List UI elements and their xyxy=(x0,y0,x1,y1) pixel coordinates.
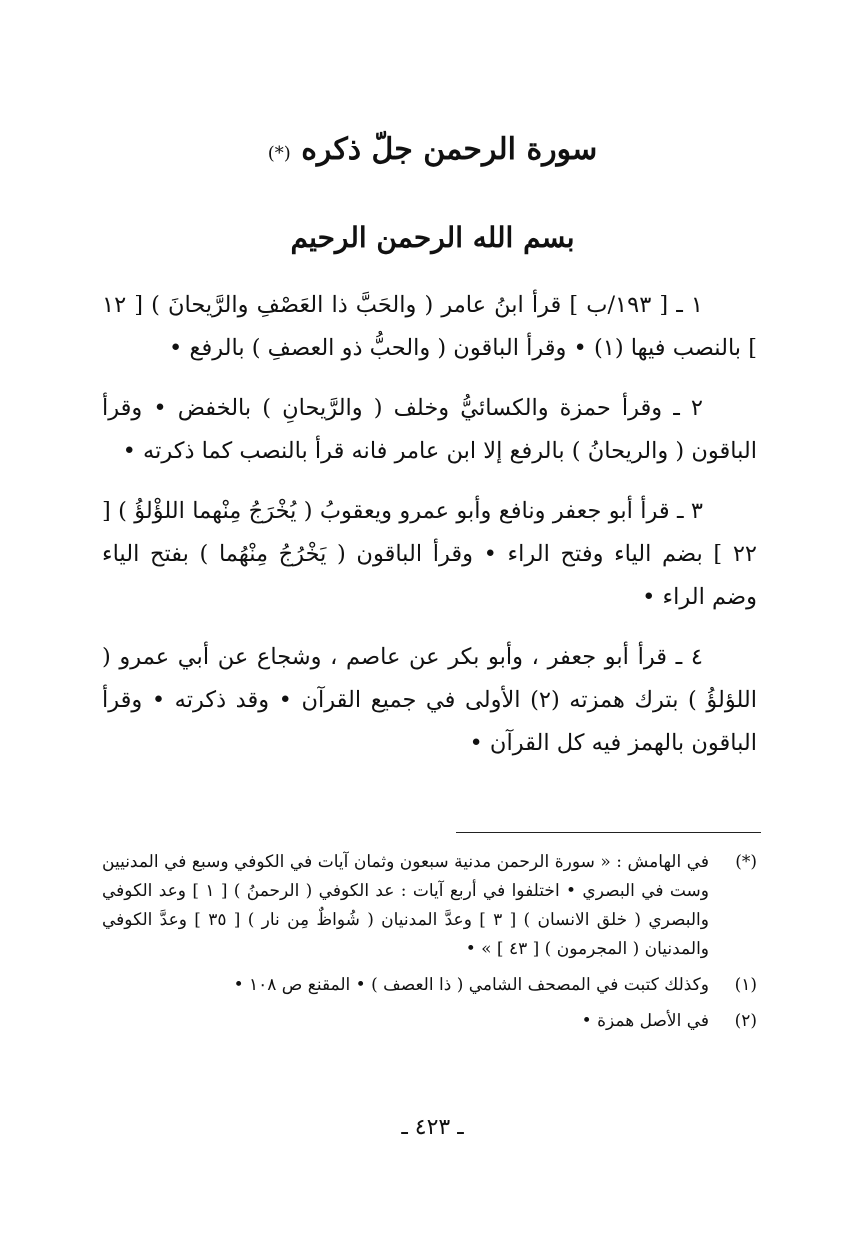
paragraph-1-text: ١ ـ [ ١٩٣/ب ] قرأ ابنُ عامر ( والحَبَّ ذا العَصْفِ والرَّيحانَ ) [ ١٢ ] بالنصب فيها (١) • وقرأ الباقون ( والحبُّ ذو العصفِ ) بالرفع • xyxy=(102,292,757,361)
footnote-2 xyxy=(102,1007,757,1036)
paragraph-2-text: ٢ ـ وقرأ حمزة والكسائيُّ وخلف ( والرَّيحانِ ) بالخفض • وقرأ الباقون ( والريحانُ ) بالرفع إلا ابن عامر فانه قرأ بالنصب كما ذكرته • xyxy=(102,395,757,464)
paragraph-4-text: ٤ ـ قرأ أبو جعفر ، وأبو بكر عن عاصم ، وشجاع عن أبي عمرو ( اللؤلؤُ ) بترك همزته (٢) الأولى في جميع القرآن • وقد ذكرته • وقرأ الباقون بالهمز فيه كل القرآن • xyxy=(102,644,757,756)
footnote-text: في الأصل همزة • xyxy=(581,1011,709,1031)
page-number: ـ ٤٢٣ ـ xyxy=(401,1115,464,1140)
paragraph-4 xyxy=(102,636,757,765)
footnote-divider xyxy=(456,832,761,833)
paragraph-2 xyxy=(102,387,757,473)
footnote-star xyxy=(102,848,757,964)
paragraph-3-text: ٣ ـ قرأ أبو جعفر ونافع وأبو عمرو ويعقوبُ ( يُخْرَجُ مِنْهما اللؤْلؤُ ) [ ٢٢ ] بضم الياء وفتح الراء • وقرأ الباقون ( يَخْرُجُ مِنْهُما ) بفتح الياء وضم الراء • xyxy=(102,498,757,610)
footnote-text: في الهامش : « سورة الرحمن مدنية سبعون وثمان آيات في الكوفي وسبع في المدنيين وست في البصري • اختلفوا في أربع آيات : عد الكوفي ( الرحمنُ ) [ ١ ] وعد الكوفي والبصري ( خلق الانسان ) [ ٣ ] وعدَّ المدنيان ( شُواظٌ مِن نار ) [ ٣٥ ] وعدَّ الكوفي والمدنيان ( المجرمون ) [ ٤٣ ] » • xyxy=(102,852,709,959)
footnote-marker: (*) xyxy=(735,852,757,872)
footnotes xyxy=(102,848,757,1043)
surah-title-text: سورة الرحمن جلّ ذكره xyxy=(301,132,598,167)
footnote-marker: (١) xyxy=(734,975,757,995)
paragraph-1 xyxy=(102,284,757,370)
footnote-1 xyxy=(102,971,757,1000)
footnote-text: وكذلك كتبت في المصحف الشامي ( ذا العصف ) • المقنع ص ١٠٨ • xyxy=(233,975,709,995)
surah-title xyxy=(0,128,865,176)
paragraph-3 xyxy=(102,490,757,619)
footnote-marker: (٢) xyxy=(734,1011,757,1031)
main-text xyxy=(102,284,757,782)
title-footnote-mark: (*) xyxy=(267,143,291,164)
basmala: بسم الله الرحمن الرحيم xyxy=(290,221,575,254)
